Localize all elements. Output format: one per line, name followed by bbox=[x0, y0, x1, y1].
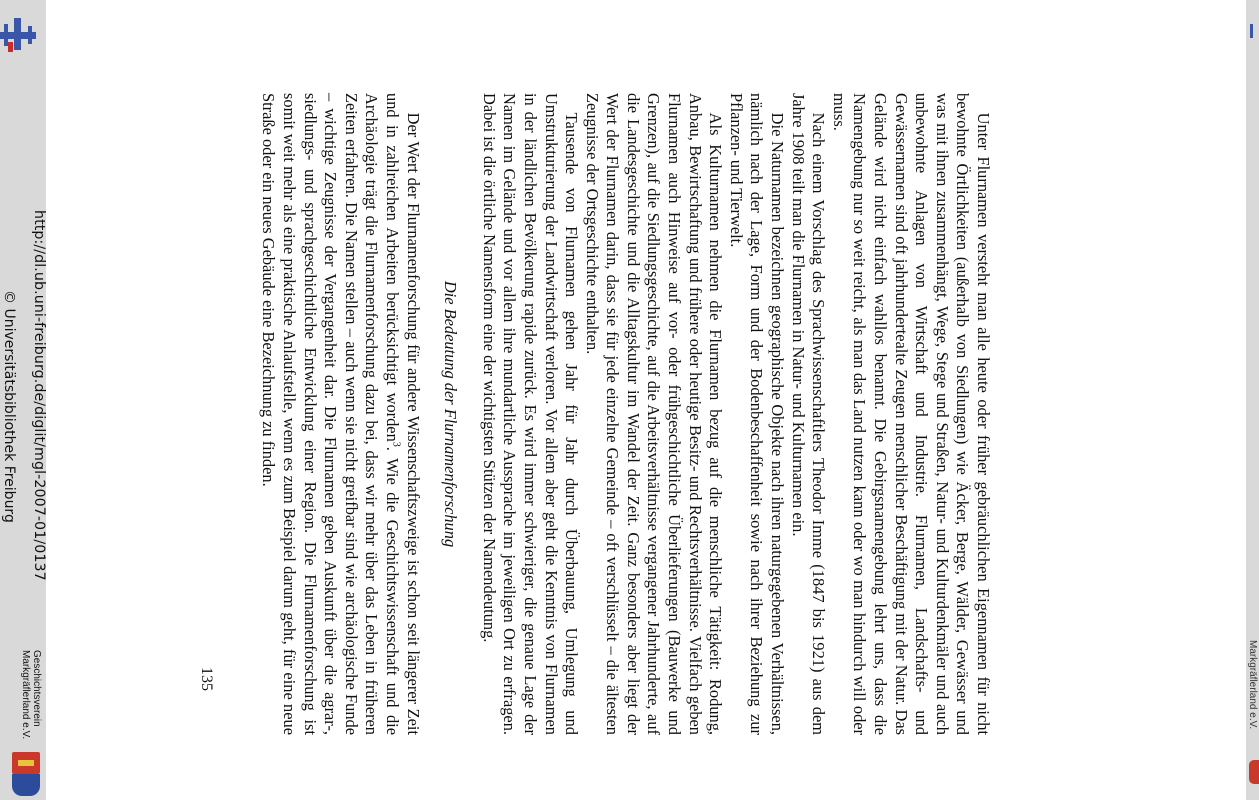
society-crest-icon bbox=[12, 752, 42, 796]
paragraph-6 bbox=[258, 93, 423, 735]
paragraph-6-part-2: . Wie die Geschichtswissenschaft und die Archäologie trägt die Flurnamenforschung dazu bei, dass wir mehr über das Leben in früheren Zeiten erfahren. Die Namen stellen – auch wenn sie nicht greifbar sind wie archäologische Funde – wichtige Zeugnisse der Vergangenheit dar. Die Flurnamen geben Auskunft über die agrar-, siedlungs- und sprachgeschichtliche Entwicklung einer Region. Die Flurnamenforschung ist somit weit mehr als eine praktische Anlaufstelle, wenn es zum Beispiel darum geht, für eine neue Straße oder ein neues Gebäude eine Bezeichnung zu finden. bbox=[259, 93, 402, 735]
page-body bbox=[258, 93, 993, 735]
copyright-notice: © Universitätsbibliothek Freiburg bbox=[1, 290, 17, 523]
paragraph-2: Nach einem Vorschlag des Sprachwissenschaftlers Theodor Imme (1847 bis 1921) aus dem Jahre 1908 teilt man die Flurnamen in Natur- und Kulturnamen ein. bbox=[788, 93, 829, 735]
paragraph-4: Als Kulturnamen nehmen die Flurnamen bezug auf die menschliche Tätigkeit: Rodung, Anbau, Bewirtschaftung und frühere oder heutige Besitz- und Rechtsverhältnisse. Vielfach geben Flurnamen auch Hinweise auf vor- oder frühgeschichtliche Überlieferungen (Bauwerke und Grenzen), auf die Siedlungsgeschichte, auf die Arbeitsverhältnisse vergangener Jahrhunderte, auf die Landesgeschichte und die Alltagskultur im Wandel der Zeit. Ganz besonders aber liegt der Wert der Flurnamen darin, dass sie für jede einzelne Gemeinde – oft verschlüsselt – die ältesten Zeugnisse der Ortsgeschichte enthalten. bbox=[582, 93, 726, 735]
footnote-marker[interactable]: 3 bbox=[390, 441, 402, 447]
paragraph-3: Die Naturnamen bezeichnen geographische Objekte nach ihren naturgegebenen Verhältnissen, nämlich nach der Lage, Form und der Bodenbeschaffenheit sowie nach ihrer Beziehung zur Pflanzen- und Tierwelt. bbox=[726, 93, 788, 735]
page-number: 135 bbox=[198, 667, 215, 691]
society-line-1: Geschichtsverein bbox=[31, 650, 42, 727]
right-crest-fragment-icon bbox=[1249, 760, 1259, 784]
document-url: http://dl.ub.uni-freiburg.de/diglit/mgl-2007-01/0137 bbox=[31, 210, 47, 581]
right-margin-label: Markgräflerland e.V. bbox=[1247, 640, 1258, 730]
section-heading: Die Bedeutung der Flurnamenforschung bbox=[441, 280, 461, 548]
society-line-2: Markgräflerland e.V. bbox=[20, 650, 31, 740]
scanned-page bbox=[198, 93, 993, 778]
library-logo-icon bbox=[0, 18, 38, 52]
paragraph-1: Unter Flurnamen versteht man alle heute oder früher gebräuchlichen Eigennamen für nicht bewohnte Örtlichkeiten (außerhalb von Siedlungen) wie Äcker, Berge, Wälder, Gewässer und was mit ihnen zusammenhängt, Wege, Stege und Straßen, Natur- und Kulturdenkmäler und auch unbewohnte Anlagen von Wirtschaft und Industrie. Flurnamen, Landschafts- und Gewässernamen sind oft jahrhundertealte Zeugen menschlicher Beschäftigung mit der Natur. Das Gelände wird nicht einfach wahllos benannt. Die Gebirgsnamengebung lehrt uns, dass die Namengebung nur so weit reicht, als man das Land nutzen kann oder wo man hindurch will oder muss. bbox=[829, 93, 993, 735]
right-margin-text bbox=[1246, 0, 1259, 800]
paragraph-5: Tausende von Flurnamen gehen Jahr für Jahr durch Überbauung, Umlegung und Umstrukturierung der Landwirtschaft verloren. Vor allem aber geht die Kenntnis von Flurnamen in der ländlichen Bevölkerung rapide zurück. Es wird immer schwieriger, die genaue Lage der Namen im Gelände und vor allem ihre mundartliche Aussprache im jeweiligen Ort zu erfragen. Dabei ist die örtliche Namensform eine der wichtigsten Stützen der Namendeutung. bbox=[479, 93, 582, 735]
paragraph-6-part-1: Der Wert der Flurnamenforschung für andere Wissenschaftszweige ist schon seit längerer Zeit und in zahlreichen Arbeiten berücksichtigt worden bbox=[382, 93, 423, 735]
